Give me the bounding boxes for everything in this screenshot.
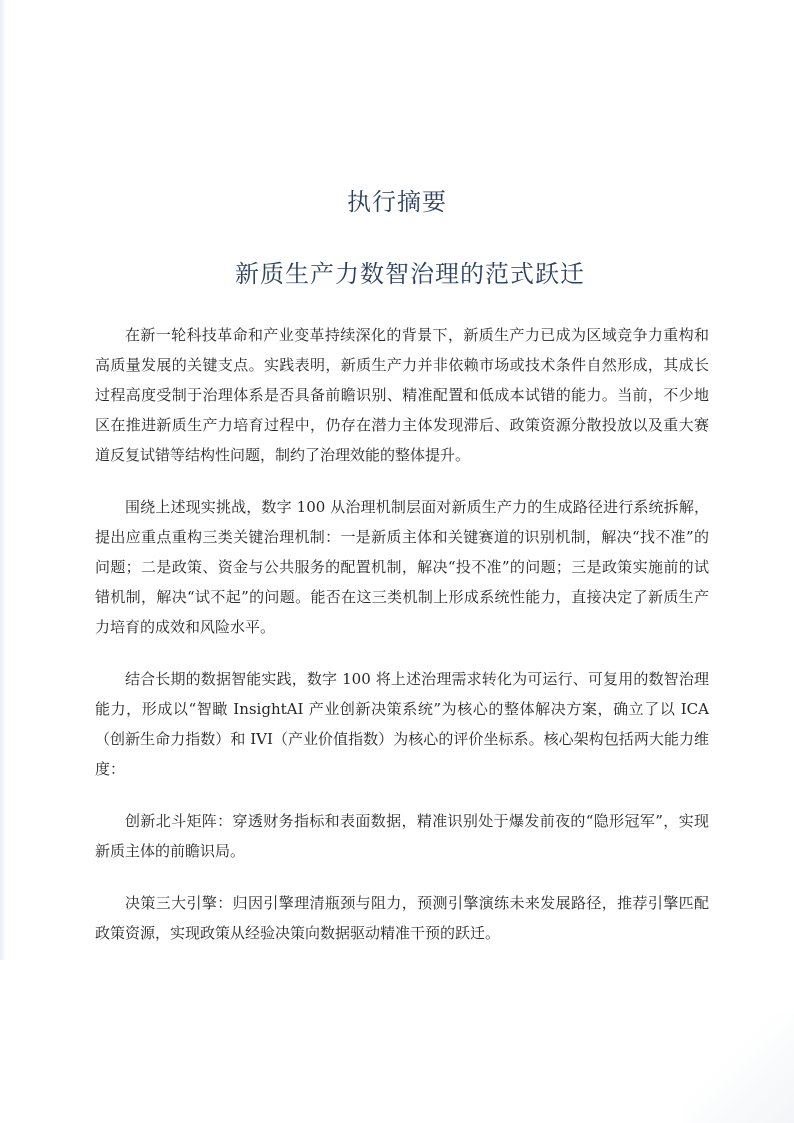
page-edge-shadow: [0, 0, 6, 960]
paragraph-decision-engines: 决策三大引擎：归因引擎理清瓶颈与阻力，预测引擎演练未来发展路径，推荐引擎匹配政策资源，实现政策从经验决策向数据驱动精准干预的跃迁。: [95, 894, 709, 942]
paragraph-mechanisms: 围绕上述现实挑战，数字 100 从治理机制层面对新质生产力的生成路径进行系统拆解，提出应重点重构三类关键治理机制：一是新质主体和关键赛道的识别机制，解决“找不准”的问题；二是政策、资金与公共服务的配置机制，解决“投不准”的问题；三是政策实施前的试错机制，解决“试不起”的问题。能否在这三类机制上形成系统性能力，直接决定了新质生产力培育的成效和风险水平。: [95, 498, 709, 636]
body-text: [95, 320, 709, 970]
paragraph-solution: 结合长期的数据智能实践，数字 100 将上述治理需求转化为可运行、可复用的数智治理能力，形成以“智瞰 InsightAI 产业创新决策系统”为核心的整体解决方案，确立了以 ICA（创新生命力指数）和 IVI（产业价值指数）为核心的评价坐标系。核心架构包括两大能力维度：: [95, 670, 709, 778]
paragraph-innovation-matrix: 创新北斗矩阵：穿透财务指标和表面数据，精准识别处于爆发前夜的“隐形冠军”，实现新质主体的前瞻识局。: [95, 812, 709, 860]
page-title: 执行摘要: [347, 188, 447, 216]
paragraph-background: 在新一轮科技革命和产业变革持续深化的背景下，新质生产力已成为区域竞争力重构和高质量发展的关键支点。实践表明，新质生产力并非依赖市场或技术条件自然形成，其成长过程高度受制于治理体系是否具备前瞻识别、精准配置和低成本试错的能力。当前，不少地区在推进新质生产力培育过程中，仍存在潜力主体发现滞后、政策资源分散投放以及重大赛道反复试错等结构性问题，制约了治理效能的整体提升。: [95, 326, 709, 464]
page-subtitle: 新质生产力数智治理的范式跃迁: [235, 260, 585, 288]
page-corner-fade: [684, 1013, 794, 1123]
